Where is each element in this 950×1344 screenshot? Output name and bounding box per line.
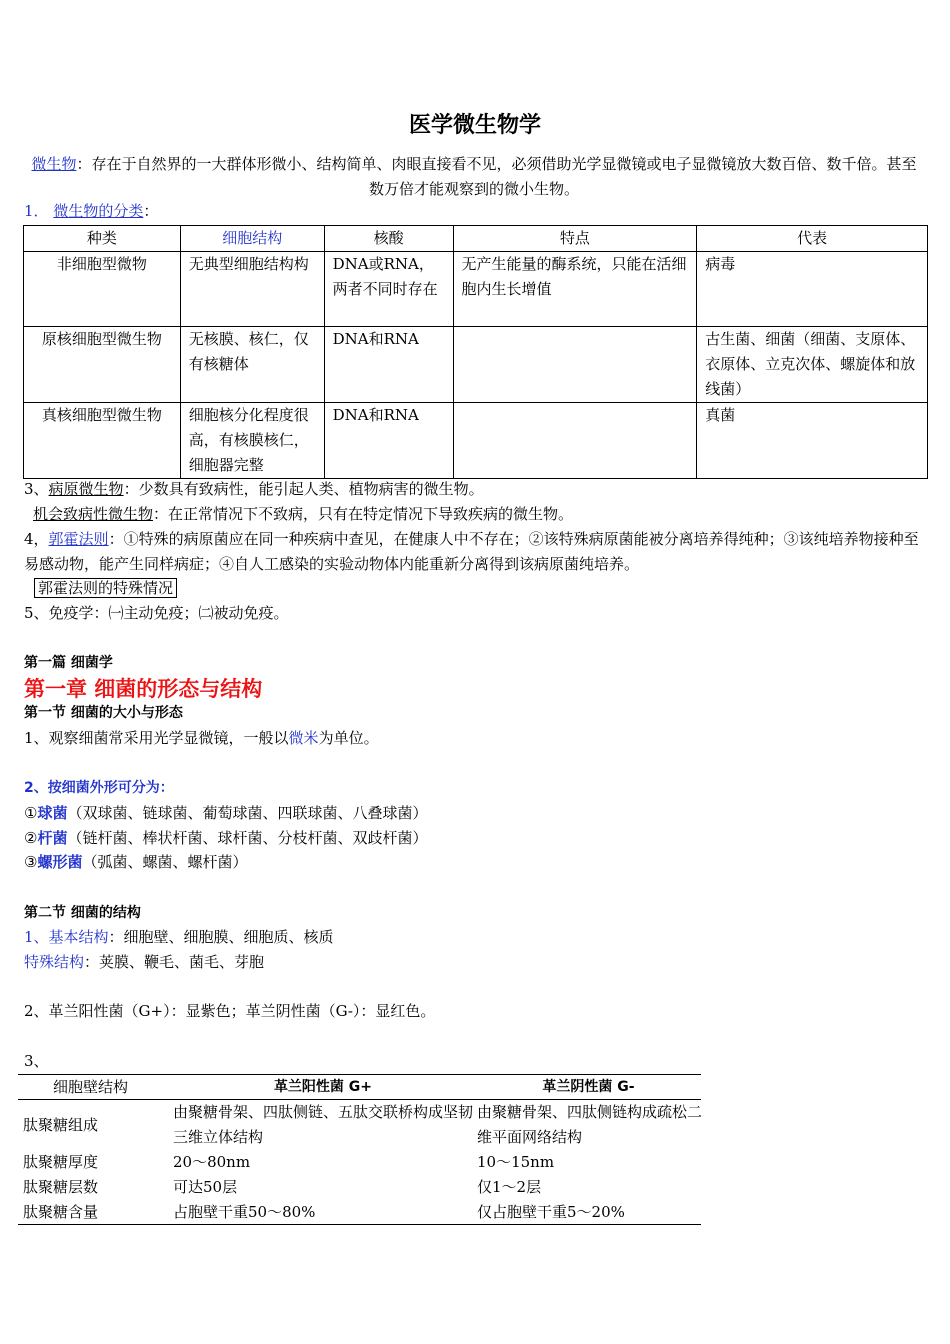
basic-structure-label: 1、基本结构 — [24, 928, 109, 946]
table-cell — [453, 327, 697, 403]
microscope-text-end: 为单位。 — [318, 729, 379, 747]
chapter-heading: 第一章 细菌的形态与结构 — [24, 677, 263, 701]
special-structure-text: ：荚膜、鞭毛、菌毛、芽胞 — [84, 953, 265, 971]
shape-list-item — [24, 803, 427, 823]
shape-detail: （双球菌、链球菌、葡萄球菌、四联球菌、八叠球菌） — [67, 804, 428, 822]
page-title: 医学微生物学 — [408, 112, 541, 138]
table2-row-label: 肽聚糖含量 — [23, 1203, 99, 1221]
table-cell: DNA和RNA — [324, 327, 453, 403]
table-row — [24, 327, 928, 403]
table-cell: 真核细胞型微生物 — [24, 403, 181, 479]
table-cell: 无典型细胞结构构 — [180, 252, 324, 327]
koch-postulates-link[interactable]: 郭霍法则 — [48, 530, 109, 548]
table2-row-label: 肽聚糖组成 — [23, 1116, 99, 1134]
table2-header-cell: 革兰阴性菌 G- — [542, 1079, 635, 1095]
header-cell-link[interactable]: 细胞结构 — [180, 226, 324, 252]
part-heading: 第一篇 细菌学 — [24, 655, 113, 671]
table2-cell: 由聚糖骨架、四肽侧链、五肽交联桥构成坚韧三维立体结构 — [173, 1103, 474, 1146]
table2-cell: 占胞壁干重50～80% — [173, 1203, 316, 1221]
shape-list-item — [24, 828, 427, 848]
table-cell: 原核细胞型微生物 — [24, 327, 181, 403]
shape-name: 球菌 — [37, 804, 68, 822]
table-cell: 非细胞型微物 — [24, 252, 181, 327]
table-cell: 病毒 — [697, 252, 928, 327]
table-cell — [453, 403, 697, 479]
table2-row-label: 肽聚糖厚度 — [23, 1153, 99, 1171]
classification-table — [23, 225, 928, 479]
item-mark: ① — [24, 804, 38, 822]
table-cell: 无核膜、核仁，仅有核糖体 — [180, 327, 324, 403]
header-cell: 代表 — [697, 226, 928, 252]
definition-term-link[interactable]: 微生物 — [31, 155, 77, 173]
shape-name: 杆菌 — [37, 829, 68, 847]
basic-structure-text: ：细胞壁、细胞膜、细胞质、核质 — [108, 928, 334, 946]
microscope-line — [24, 728, 379, 748]
table-cell: 无产生能量的酶系统，只能在活细胞内生长增值 — [453, 252, 697, 327]
table2-cell: 可达50层 — [173, 1178, 238, 1196]
table-header-row — [24, 226, 928, 252]
item-mark: ③ — [24, 853, 38, 871]
section-classification-heading — [24, 201, 158, 221]
definition-paragraph — [24, 152, 924, 202]
opportunistic-text: ：在正常情况下不致病，只有在特定情况下导致疾病的微生物。 — [153, 505, 574, 523]
gram-stain-line: 2、革兰阳性菌（G+）：显紫色；革兰阴性菌（G-）：显红色。 — [24, 1002, 436, 1020]
shape-classification-heading: 2、按细菌外形可分为： — [24, 780, 174, 796]
table2-cell: 10～15nm — [477, 1153, 555, 1171]
opportunistic-term[interactable]: 机会致病性微生物 — [33, 505, 154, 523]
shape-detail: （链杆菌、棒状杆菌、球杆菌、分枝杆菌、双歧杆菌） — [67, 829, 428, 847]
table2-header-cell: 革兰阳性菌 G+ — [273, 1079, 373, 1095]
table-row — [24, 403, 928, 479]
header-cell: 特点 — [453, 226, 697, 252]
pathogen-line — [24, 479, 484, 499]
special-structure-label: 特殊结构 — [24, 953, 85, 971]
section-number: 1． — [24, 202, 49, 220]
unit-text: 微米 — [288, 729, 319, 747]
table-cell: 古生菌、细菌（细菌、支原体、衣原体、立克次体、螺旋体和放线菌） — [697, 327, 928, 403]
definition-text: ：存在于自然界的一大群体形微小、结构简单、肉眼直接看不见，必须借助光学显微镜或电子显微镜放大数百倍、数千倍。甚至数万倍才能观察到的微小生物。 — [76, 155, 917, 198]
table2-cell: 仅占胞壁干重5～20% — [477, 1203, 625, 1221]
header-cell: 种类 — [24, 226, 181, 252]
item-mark: ② — [24, 829, 38, 847]
item-number: 3、 — [24, 480, 49, 498]
colon: ： — [143, 202, 159, 220]
item-number: 4， — [24, 530, 49, 548]
opportunistic-line — [33, 504, 573, 524]
pathogen-text: ：少数具有致病性，能引起人类、植物病害的微生物。 — [123, 480, 484, 498]
pathogen-term[interactable]: 病原微生物 — [48, 480, 124, 498]
header-cell: 核酸 — [324, 226, 453, 252]
section-heading-structure: 第二节 细菌的结构 — [24, 905, 141, 921]
table2-header-cell: 细胞壁结构 — [53, 1078, 129, 1096]
microscope-text: 1、观察细菌常采用光学显微镜，一般以 — [24, 729, 289, 747]
special-structure-line — [24, 952, 264, 972]
shape-list-item — [24, 852, 247, 872]
immunology-line: 5、免疫学：㈠主动免疫；㈡被动免疫。 — [24, 604, 289, 622]
section-heading-size-shape: 第一节 细菌的大小与形态 — [24, 705, 183, 721]
koch-postulates-paragraph — [24, 527, 924, 577]
classification-link[interactable]: 微生物的分类 — [53, 202, 144, 220]
table2-cell: 20～80nm — [173, 1153, 251, 1171]
table-row — [24, 252, 928, 327]
table2-cell: 由聚糖骨架、四肽侧链构成疏松二维平面网络结构 — [477, 1103, 703, 1146]
table-cell: 真菌 — [697, 403, 928, 479]
table-cell: 细胞核分化程度很高，有核膜核仁，细胞器完整 — [180, 403, 324, 479]
table-cell: DNA或RNA，两者不同时存在 — [324, 252, 453, 327]
koch-special-cases-box: 郭霍法则的特殊情况 — [34, 578, 177, 598]
table2-cell: 仅1～2层 — [477, 1178, 542, 1196]
shape-detail: （弧菌、螺菌、螺杆菌） — [82, 853, 248, 871]
boxed-note-wrap — [34, 578, 177, 598]
shape-name: 螺形菌 — [37, 853, 83, 871]
table2-row-label: 肽聚糖层数 — [23, 1178, 99, 1196]
item-3-label: 3、 — [24, 1052, 49, 1070]
basic-structure-line — [24, 927, 334, 947]
table-cell: DNA和RNA — [324, 403, 453, 479]
koch-postulates-text: ：①特殊的病原菌应在同一种疾病中查见，在健康人中不存在；②该特殊病原菌能被分离培养得纯种；③该纯培养物接种至易感动物，能产生同样病症；④自人工感染的实验动物体内能重新分离得到该病原菌纯培养。 — [24, 530, 919, 573]
